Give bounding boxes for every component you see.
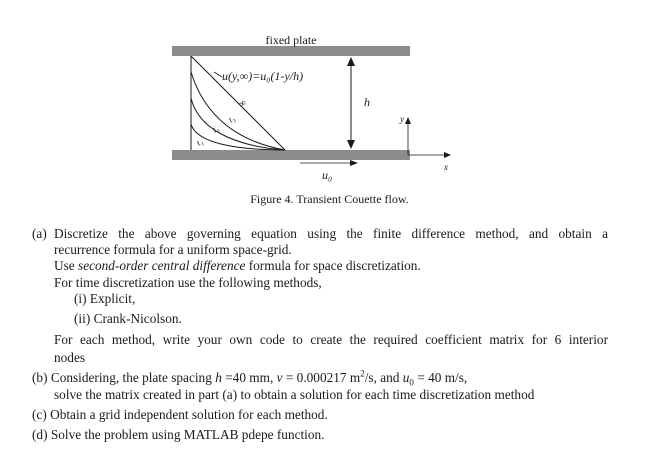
gap-label: h (364, 95, 370, 109)
question-a-line3-pre: Use (54, 258, 79, 273)
velocity-label: u₀ (322, 168, 333, 182)
question-c (32, 405, 328, 424)
question-a-line5: For each method, write your own code to create the required coefficient matrix for 6 interior (54, 332, 608, 347)
question-b-line1-d: /s, and (364, 370, 403, 385)
question-a-line1: Discretize the above governing equation using the finite difference method, and obtain a (54, 226, 608, 241)
time-label-t3: t₃ (226, 113, 237, 125)
question-c-label: (c) (32, 407, 47, 422)
squared-superscript: 2 (360, 368, 365, 379)
method-explicit: (i) Explicit, (74, 291, 136, 306)
question-b-line2: solve the matrix created in part (a) to obtain a solution for each time discretization method (54, 387, 535, 402)
viscosity-var: ν (276, 370, 283, 385)
coord-y-arrow-head (405, 117, 411, 124)
question-b-line1-a: Considering, the plate spacing (50, 370, 216, 385)
steady-profile-leader (214, 72, 222, 77)
coord-x-arrow-head (444, 152, 451, 158)
top-fixed-plate (172, 46, 410, 56)
time-label-t1: t₁ (194, 136, 205, 148)
question-a-line6: nodes (54, 350, 86, 365)
question-b-label: (b) (32, 370, 48, 385)
bottom-moving-plate (172, 150, 410, 160)
velocity-arrow-head (350, 160, 358, 166)
question-a-label: (a) (32, 226, 47, 241)
question-d-label: (d) (32, 427, 48, 442)
question-b-line1-b: =40 mm, (221, 370, 277, 385)
question-c-text: Obtain a grid independent solution for each method. (50, 407, 328, 422)
question-b-line1-c: = 0.000217 m (282, 370, 361, 385)
time-label-infinity: ∞ (236, 97, 249, 111)
gap-arrow-top (347, 57, 355, 66)
gap-arrow-bottom (347, 140, 355, 149)
steady-profile-label: u(y,∞)=u₀(1-y/h) (222, 69, 304, 83)
fixed-plate-label: fixed plate (265, 33, 317, 47)
coord-x-label: x (444, 162, 448, 172)
couette-flow-figure (0, 0, 659, 215)
question-a-line4: For time discretization use the following methods, (54, 275, 322, 290)
question-a-line3-em: second-order central difference (78, 258, 246, 273)
question-a-line3-post: formula for space discretization. (245, 258, 421, 273)
question-a-line2: recurrence formula for a uniform space-grid. (54, 242, 292, 257)
plate-spacing-var: h (215, 370, 222, 385)
velocity-subscript: 0 (409, 377, 414, 388)
coord-y-label: y (400, 114, 404, 124)
figure-caption: Figure 4. Transient Couette flow. (250, 192, 409, 206)
profile-t1 (191, 124, 285, 150)
velocity-var: u (402, 370, 410, 385)
profile-t2 (191, 98, 285, 150)
time-label-t2: t₂ (210, 123, 221, 135)
question-b-line1-e: = 40 m/s, (413, 370, 468, 385)
question-d (32, 425, 325, 444)
question-d-text: Solve the problem using MATLAB pdepe function. (50, 427, 325, 442)
method-crank-nicolson: (ii) Crank-Nicolson. (74, 311, 182, 326)
